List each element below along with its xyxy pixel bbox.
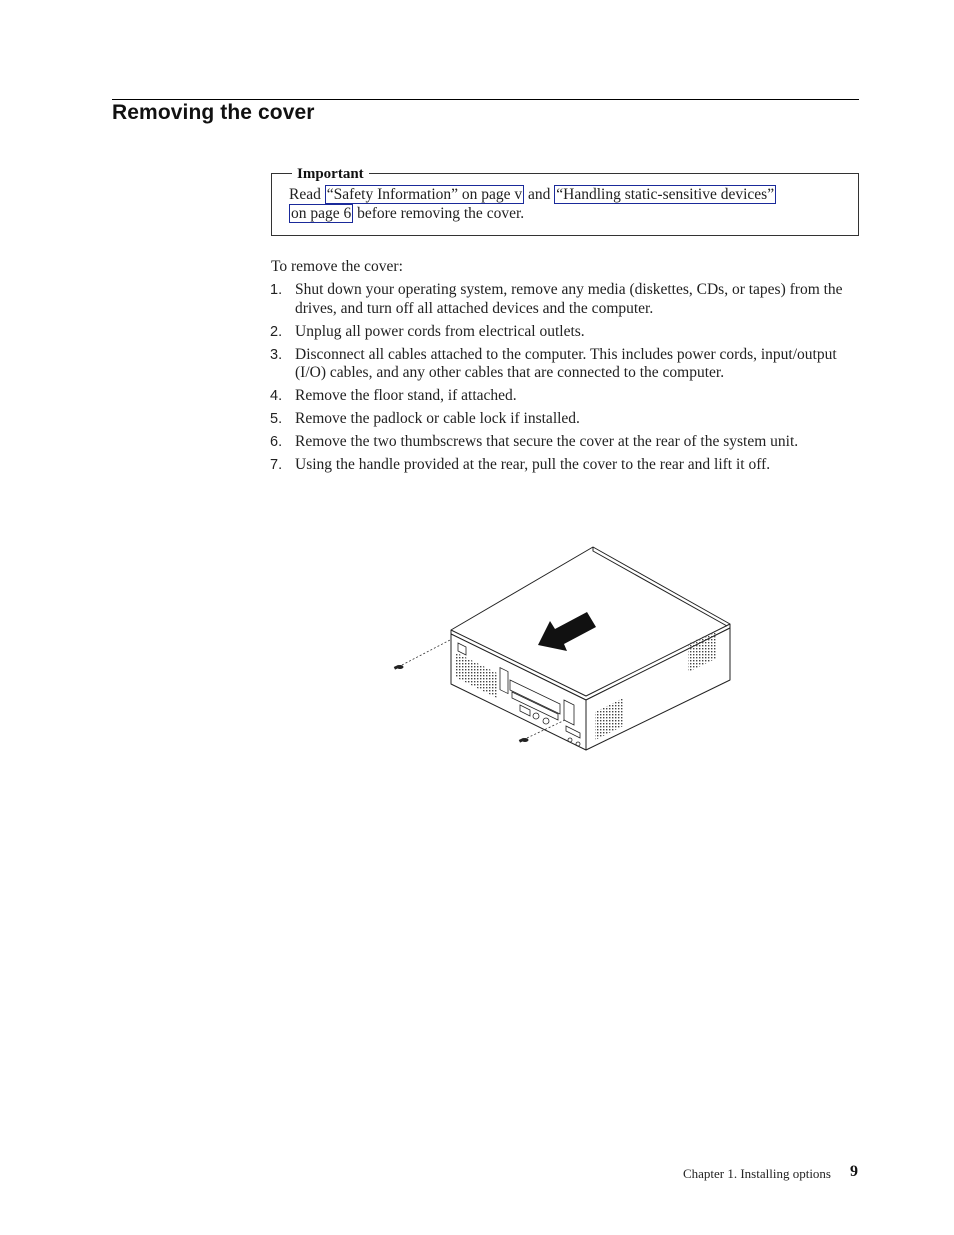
step-number: 4. — [270, 388, 283, 404]
footer-chapter: Chapter 1. Installing options — [682, 1166, 831, 1181]
important-label: Important — [292, 166, 369, 183]
step-item — [270, 281, 860, 318]
step-number: 3. — [270, 346, 283, 363]
step-text: Remove the floor stand, if attached. — [295, 387, 517, 404]
step-text: Shut down your operating system, remove any media (diskettes, CDs, or tapes) from the drives, and turn off all attached devices and the computer. — [295, 281, 843, 317]
step-item — [270, 387, 860, 406]
page-number: 9 — [850, 1163, 858, 1180]
step-number: 7. — [270, 457, 283, 473]
important-text-after: before removing the cover. — [353, 205, 525, 222]
step-item — [270, 346, 860, 383]
step-number: 5. — [270, 411, 283, 427]
step-item — [270, 456, 860, 475]
step-item — [270, 323, 860, 342]
step-item — [270, 410, 860, 429]
cover-removal-illustration — [390, 540, 740, 755]
important-text-before: Read — [289, 186, 325, 203]
step-text: Unplug all power cords from electrical outlets. — [295, 322, 585, 340]
intro-text: To remove the cover: — [271, 258, 403, 275]
step-number: 2. — [270, 323, 283, 340]
step-text: Using the handle provided at the rear, pull the cover to the rear and lift it off. — [295, 456, 771, 473]
handling-static-devices-link-page[interactable]: on page 6 — [291, 205, 352, 222]
steps-list — [270, 281, 860, 479]
step-text: Remove the padlock or cable lock if installed. — [295, 410, 580, 427]
page-title: Removing the cover — [112, 101, 315, 124]
step-number: 6. — [270, 434, 283, 450]
safety-information-link[interactable]: “Safety Information” on page v — [326, 186, 523, 203]
step-item — [270, 433, 860, 452]
handling-static-devices-link[interactable]: “Handling static-sensitive devices” — [556, 186, 775, 203]
step-text: Remove the two thumbscrews that secure the cover at the rear of the system unit. — [295, 433, 799, 450]
thumbscrew-icon — [519, 738, 529, 743]
section-rule — [112, 99, 859, 100]
step-number: 1. — [270, 282, 283, 298]
step-text: Disconnect all cables attached to the computer. This includes power cords, input/output (I/O) cables, and any other cables that are connected to the computer. — [295, 345, 837, 381]
important-text-middle: and — [524, 186, 555, 203]
important-text — [289, 185, 849, 223]
thumbscrew-icon — [394, 665, 404, 670]
